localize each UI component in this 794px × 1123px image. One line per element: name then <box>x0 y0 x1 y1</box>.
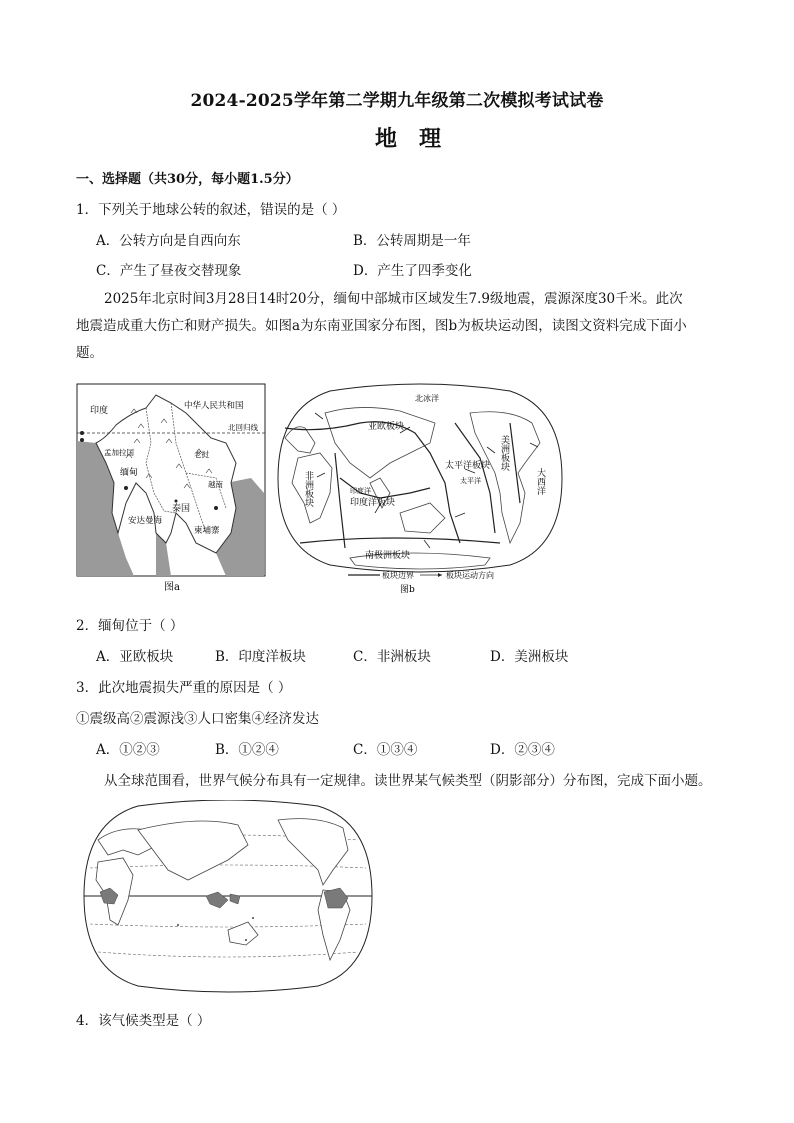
q2-option-d[interactable]: D．美洲板块 <box>490 649 569 665</box>
label-india: 印度 <box>90 406 109 416</box>
label-tropic: 北回归线 <box>228 423 258 432</box>
q3-option-c[interactable]: C．①③④ <box>353 742 418 758</box>
label-laos: 老挝 <box>194 450 209 459</box>
label-thailand: 泰国 <box>172 504 191 514</box>
q1-option-d[interactable]: D．产生了四季变化 <box>353 263 472 279</box>
map-b-plates <box>270 383 570 597</box>
map-a-caption: 图a <box>164 582 180 593</box>
subject-title: 地理 <box>374 126 463 152</box>
question-3-choices: ①震级高②震源浅③人口密集④经济发达 <box>76 711 319 727</box>
question-1-stem: 1．下列关于地球公转的叙述，错误的是（ ） <box>76 202 346 218</box>
q1-option-b[interactable]: B．公转周期是一年 <box>353 233 471 249</box>
label-andaman: 安达曼海 <box>128 516 163 526</box>
label-africa-plate: 非洲板块 <box>303 471 313 507</box>
world-climate-map <box>78 800 378 996</box>
q1-option-c[interactable]: C．产生了昼夜交替现象 <box>96 263 242 279</box>
label-pacific-plate: 太平洋板块 <box>445 461 491 471</box>
label-indian-ocean: 印度洋 <box>350 487 371 495</box>
passage-1-line-1: 2025年北京时间3月28日14时20分，缅甸中部城市区域发生7.9级地震，震源深度30千米。此次 <box>104 291 683 307</box>
q3-option-d[interactable]: D．②③④ <box>490 742 555 758</box>
q2-option-c[interactable]: C．非洲板块 <box>353 649 431 665</box>
q2-option-b[interactable]: B．印度洋板块 <box>215 649 306 665</box>
passage-2: 从全球范围看，世界气候分布具有一定规律。读世界某气候类型（阴影部分）分布图，完成下面小题。 <box>104 773 712 789</box>
label-bangla: 孟加拉国 <box>104 448 134 457</box>
passage-1 <box>76 286 726 367</box>
label-pacific-ocean: 太平洋 <box>460 477 481 485</box>
passage-1-line-2: 地震造成重大伤亡和财产损失。如图a为东南亚国家分布图，图b为板块运动图，读图文资料完成下面小 <box>76 318 687 334</box>
label-vietnam: 越南 <box>208 480 223 489</box>
label-china: 中华人民共和国 <box>184 401 244 411</box>
label-atlantic: 大西洋 <box>535 468 545 495</box>
legend-boundary: 板块边界 <box>382 571 414 580</box>
passage-1-line-3: 题。 <box>76 345 103 361</box>
label-gulf: 暹罗湾 <box>172 548 198 558</box>
exam-title: 2024-2025学年第二学期九年级第二次模拟考试试卷 <box>190 91 604 111</box>
question-4-stem: 4．该气候类型是（ ） <box>76 1013 211 1029</box>
q3-option-b[interactable]: B．①②④ <box>215 742 279 758</box>
label-eurasia-plate: 亚欧板块 <box>368 422 405 432</box>
q2-option-a[interactable]: A．亚欧板块 <box>96 649 174 665</box>
label-america-plate: 美洲板块 <box>499 435 509 471</box>
label-cambodia: 柬埔寨 <box>194 526 220 536</box>
q3-option-a[interactable]: A．①②③ <box>96 742 160 758</box>
q1-option-a[interactable]: A．公转方向是自西向东 <box>96 233 241 249</box>
map-b-caption: 图b <box>400 585 415 595</box>
label-myanmar: 缅甸 <box>120 468 139 478</box>
label-arctic: 北冰洋 <box>415 394 439 403</box>
label-antarctic-plate: 南极洲板块 <box>365 551 411 561</box>
label-indian-plate: 印度洋板块 <box>350 498 396 508</box>
question-3-stem: 3．此次地震损失严重的原因是（ ） <box>76 680 292 696</box>
question-2-stem: 2．缅甸位于（ ） <box>76 618 184 634</box>
legend-direction: 板块运动方向 <box>446 571 494 580</box>
map-a-southeast-asia <box>76 383 266 595</box>
section-heading: 一、选择题（共30分，每小题1.5分） <box>76 172 299 187</box>
